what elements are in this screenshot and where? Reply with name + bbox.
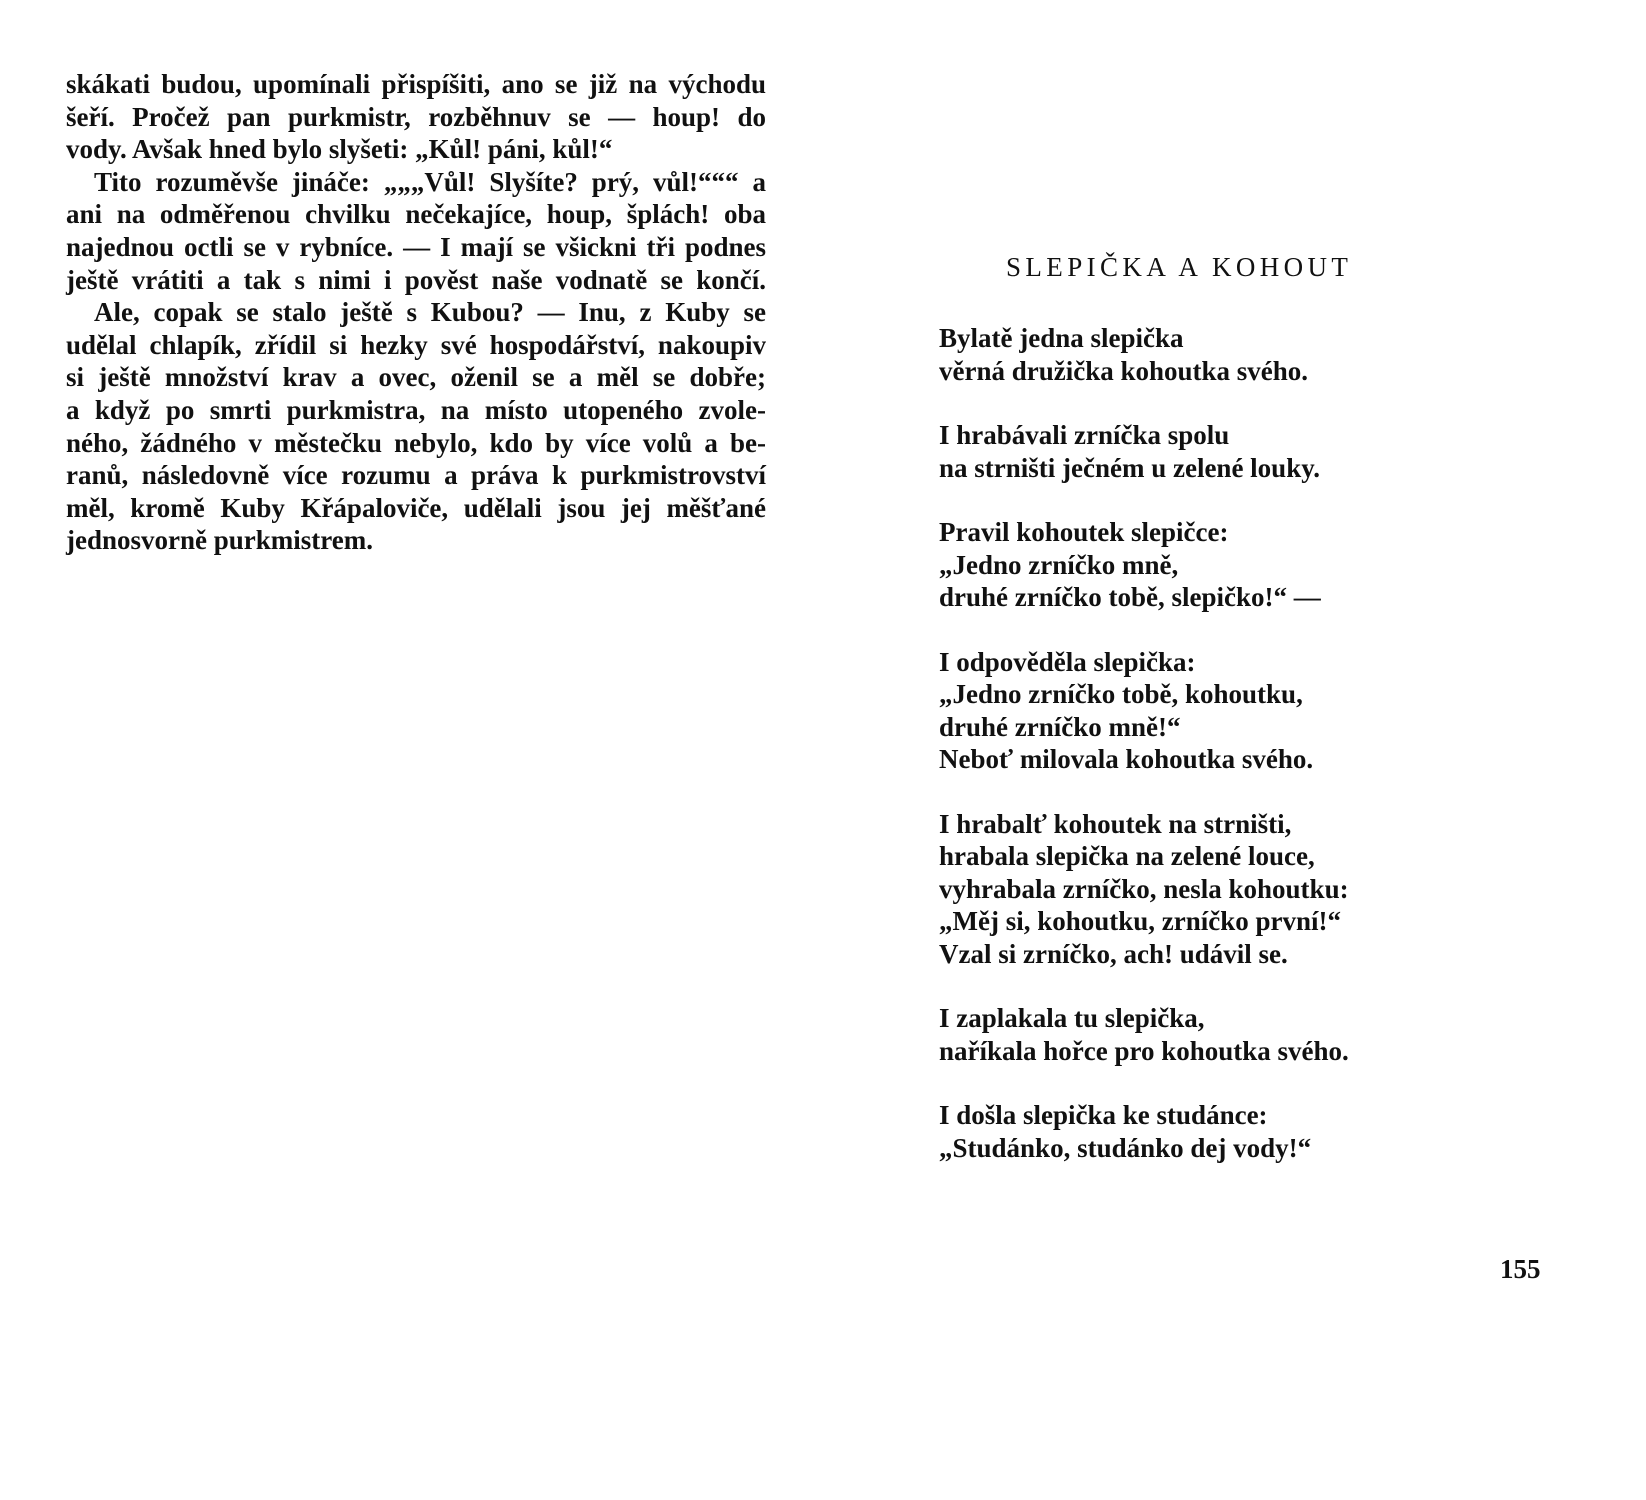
prose-line: najednou octli se v rybníce. — I mají se všickni tři podnes: [66, 231, 766, 262]
stanza: [939, 322, 1499, 387]
verse-line: druhé zrníčko tobě, slepičko!“ —: [939, 582, 1321, 612]
poem: [939, 322, 1499, 1196]
verse-line: Vzal si zrníčko, ach! udávil se.: [939, 938, 1288, 969]
verse-line: Pravil kohoutek slepičce:: [939, 517, 1229, 547]
prose-text: [66, 68, 766, 557]
prose-line: Ale, copak se stalo ještě s Kubou? — Inu, z Kuby se: [94, 297, 766, 328]
prose-line: a když po smrti purkmistra, na místo utopeného zvole-: [66, 394, 766, 425]
verse-line: hrabala slepička na zelené louce,: [939, 841, 1315, 871]
stanza: [939, 516, 1499, 614]
stanza: [939, 1002, 1499, 1067]
prose-line: skákati budou, upomínali přispíšiti, ano se již na východu: [66, 69, 766, 99]
verse-line: druhé zrníčko mně!“: [939, 711, 1181, 742]
poem-title: SLEPIČKA A KOHOUT: [1006, 252, 1353, 282]
verse-line: vyhrabala zrníčko, nesla kohoutku:: [939, 873, 1349, 904]
verse-line: I zaplakala tu slepička,: [939, 1003, 1205, 1033]
page-number: 155: [1500, 1254, 1541, 1284]
verse-line: Neboť milovala kohoutka svého.: [939, 744, 1314, 774]
prose-line: měl, kromě Kuby Křápaloviče, udělali jsou jej měšťané: [66, 492, 766, 523]
prose-line: ného, žádného v městečku nebylo, kdo by více volů a be-: [66, 427, 766, 458]
verse-line: I hrabávali zrníčka spolu: [939, 420, 1230, 450]
prose-line: ani na odměřenou chvilku nečekajíce, houp, šplách! oba: [66, 199, 766, 230]
verse-line: „Jedno zrníčko tobě, kohoutku,: [939, 679, 1303, 709]
verse-line: věrná družička kohoutka svého.: [939, 355, 1309, 386]
prose-line: vody. Avšak hned bylo slyšeti: „Kůl! páni, kůl!“: [66, 134, 613, 165]
stanza: [939, 419, 1499, 484]
verse-line: I hrabalť kohoutek na strništi,: [939, 808, 1292, 839]
stanza: [939, 646, 1499, 776]
prose-line: si ještě množství krav a ovec, oženil se a měl se dobře;: [66, 362, 766, 393]
verse-line: „Studánko, studánko dej vody!“: [939, 1132, 1312, 1163]
verse-line: I odpověděla slepička:: [939, 646, 1196, 677]
prose-line: udělal chlapík, zřídil si hezky své hospodářství, nakoupiv: [66, 329, 766, 360]
verse-line: Bylatě jedna slepička: [939, 323, 1184, 353]
stanza: [939, 808, 1499, 971]
right-page: [823, 0, 1646, 1500]
prose-line: ještě vrátiti a tak s nimi i pověst naše vodnatě se končí.: [66, 264, 766, 295]
verse-line: „Jedno zrníčko mně,: [939, 549, 1179, 580]
verse-line: I došla slepička ke studánce:: [939, 1100, 1268, 1130]
prose-line: Tito rozuměvše jináče: „„„Vůl! Slyšíte? prý, vůl!“““ a: [94, 166, 766, 197]
verse-line: na strništi ječném u zelené louky.: [939, 452, 1320, 483]
stanza: [939, 1099, 1499, 1164]
prose-line: šeří. Pročež pan purkmistr, rozběhnuv se — houp! do: [66, 101, 766, 132]
prose-line: ranů, následovně více rozumu a práva k purkmistrovství: [66, 460, 766, 491]
verse-line: „Měj si, kohoutku, zrníčko první!“: [939, 906, 1342, 936]
verse-line: naříkala hořce pro kohoutka svého.: [939, 1035, 1349, 1066]
prose-line: jednosvorně purkmistrem.: [66, 525, 373, 556]
